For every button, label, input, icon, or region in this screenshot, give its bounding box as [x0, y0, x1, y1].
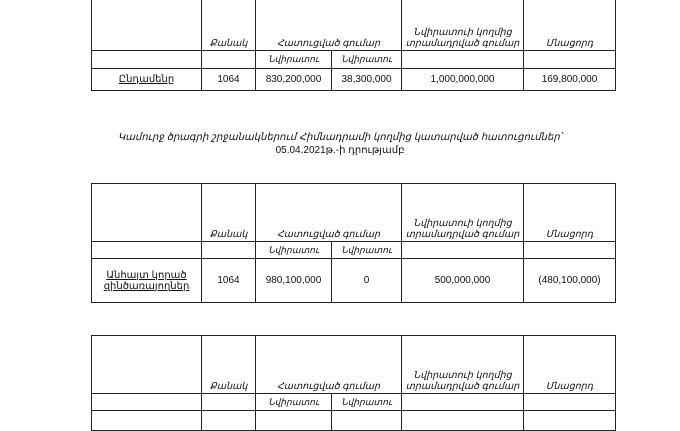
count-value: 1064: [202, 259, 256, 303]
empty-cell: [402, 51, 524, 69]
subheader-donor-a: Նվիրատու: [256, 242, 332, 259]
empty-cell: [332, 411, 402, 431]
empty-cell: [256, 411, 332, 431]
allocated-a-value: 830,200,000: [256, 69, 332, 91]
header-remainder: Մնացորդ: [524, 336, 616, 394]
caption: [60, 131, 620, 157]
subheader-donor-b: Նվիրատու: [332, 51, 402, 69]
allocated-a-value: 980,100,000: [256, 259, 332, 303]
empty-cell: [524, 51, 616, 69]
row-label-missing: Անհայտ կորած զինծառայողներ: [92, 259, 202, 303]
empty-cell: [202, 411, 256, 431]
header-remainder: Մնացորդ: [524, 184, 616, 242]
allocated-b-value: 38,300,000: [332, 69, 402, 91]
subheader-donor-a: Նվիրատու: [256, 51, 332, 69]
header-count: Քանակ: [202, 336, 256, 394]
count-value: 1064: [202, 69, 256, 91]
row-label-total: Ընդամենը: [92, 69, 202, 91]
empty-cell: [402, 394, 524, 411]
empty-cell: [402, 411, 524, 431]
table-total: [91, 0, 616, 91]
empty-header-cell: [92, 336, 202, 394]
empty-cell: [524, 394, 616, 411]
caption-line-2: 05.04.2021թ.-ի դրությամբ: [275, 145, 405, 156]
allocated-b-value: 0: [332, 259, 402, 303]
empty-cell: [92, 51, 202, 69]
subheader-donor-b: Նվիրատու: [332, 394, 402, 411]
header-count: Քանակ: [202, 0, 256, 51]
transferred-value: 500,000,000: [402, 259, 524, 303]
header-allocated: Հատուցված գումար: [256, 0, 402, 51]
empty-cell: [202, 394, 256, 411]
header-allocated: Հատուցված գումար: [256, 336, 402, 394]
table-third: [91, 335, 616, 431]
empty-header-cell: [92, 184, 202, 242]
empty-cell: [92, 394, 202, 411]
empty-cell: [92, 242, 202, 259]
header-remainder: Մնացորդ: [524, 0, 616, 51]
subheader-donor-b: Նվիրատու: [332, 242, 402, 259]
remainder-value: 169,800,000: [524, 69, 616, 91]
header-transferred: Նվիրատուի կողմից տրամադրված գումար: [402, 0, 524, 51]
empty-cell: [202, 242, 256, 259]
subheader-donor-a: Նվիրատու: [256, 394, 332, 411]
header-count: Քանակ: [202, 184, 256, 242]
table-missing-servicemen: [91, 183, 616, 303]
empty-cell: [524, 242, 616, 259]
empty-cell: [524, 411, 616, 431]
header-transferred: Նվիրատուի կողմից տրամադրված գումար: [402, 336, 524, 394]
header-allocated: Հատուցված գումար: [256, 184, 402, 242]
empty-cell: [92, 411, 202, 431]
empty-header-cell: [92, 0, 202, 51]
empty-cell: [402, 242, 524, 259]
transferred-value: 1,000,000,000: [402, 69, 524, 91]
empty-cell: [202, 51, 256, 69]
header-transferred: Նվիրատուի կողմից տրամադրված գումար: [402, 184, 524, 242]
remainder-value: (480,100,000): [524, 259, 616, 303]
caption-line-1: Կամուրջ ծրագրի շրջանակներում Հիմնադրամի կողմից կատարված հատուցումներ՝: [117, 132, 563, 143]
